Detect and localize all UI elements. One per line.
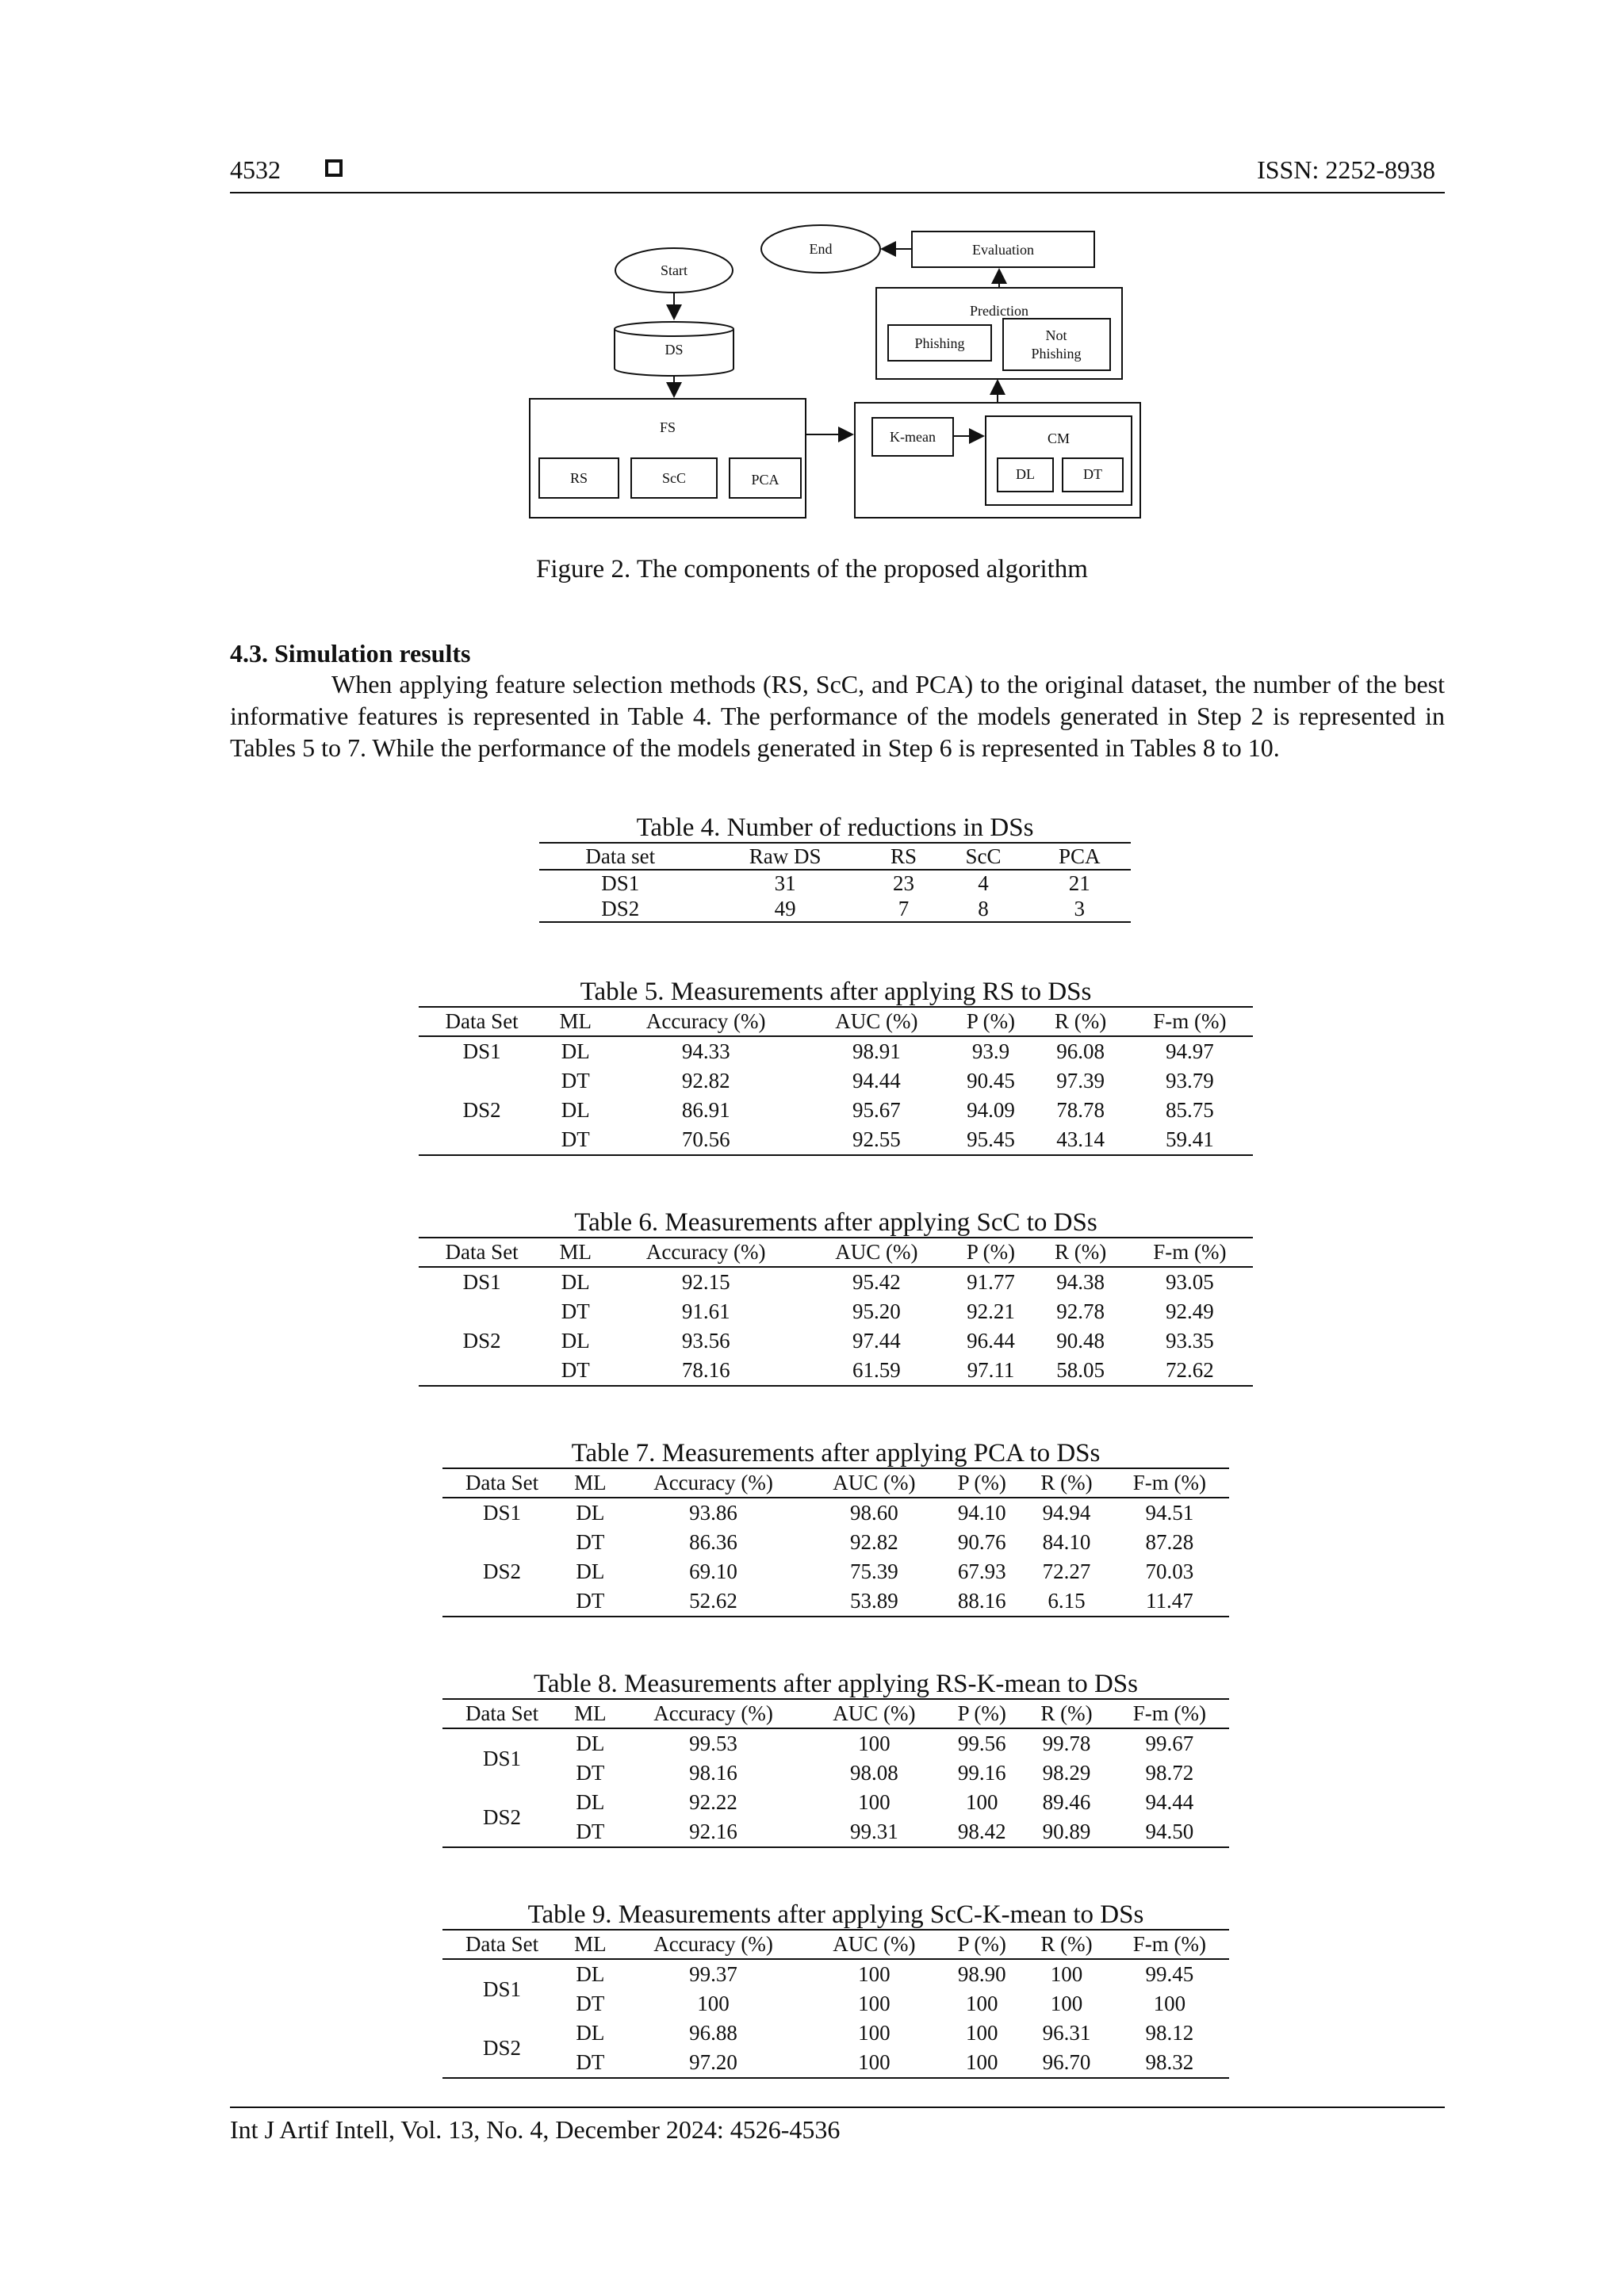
table-6 bbox=[419, 1208, 1253, 1387]
table-row bbox=[539, 896, 1131, 922]
table-cell: 72.62 bbox=[1166, 1358, 1214, 1382]
table-cell: 95.45 bbox=[967, 1127, 1015, 1151]
table-cell-dataset: DS1 bbox=[483, 1746, 522, 1770]
table-cell: 49 bbox=[774, 896, 796, 920]
table-cell: 58.05 bbox=[1056, 1358, 1105, 1382]
not-phishing-box bbox=[1003, 319, 1110, 370]
table-row bbox=[419, 1096, 1253, 1125]
table-cell: 100 bbox=[858, 1732, 891, 1755]
table-cell: 100 bbox=[966, 1790, 998, 1814]
table-cell: 98.16 bbox=[689, 1761, 737, 1785]
table-7-header: Data Set bbox=[465, 1471, 539, 1494]
square-bullet-icon bbox=[325, 159, 343, 177]
not-phishing-label-1: Not bbox=[1045, 327, 1067, 343]
table-row bbox=[539, 870, 1131, 896]
table-cell: 92.78 bbox=[1056, 1299, 1105, 1323]
section-paragraph bbox=[230, 668, 1445, 763]
table-cell: 8 bbox=[978, 896, 989, 920]
table-cell bbox=[419, 1066, 545, 1096]
ds-label: DS bbox=[665, 342, 684, 358]
table-row bbox=[442, 1959, 1229, 1989]
table-cell: 99.31 bbox=[850, 1820, 898, 1843]
table-cell: 88.16 bbox=[957, 1589, 1006, 1613]
table-9-header: Accuracy (%) bbox=[653, 1932, 773, 1956]
table-8-header: R (%) bbox=[1040, 1701, 1093, 1725]
table-cell: 99.16 bbox=[957, 1761, 1006, 1785]
table-cell: 95.67 bbox=[852, 1098, 901, 1122]
table-5-header: F-m (%) bbox=[1153, 1009, 1227, 1033]
table-cell: 6.15 bbox=[1048, 1589, 1086, 1613]
table-cell: 92.49 bbox=[1166, 1299, 1214, 1323]
table-cell: 100 bbox=[858, 1790, 891, 1814]
table-8-header: AUC (%) bbox=[833, 1701, 916, 1725]
table-cell: DT bbox=[561, 1299, 590, 1323]
table-cell: 100 bbox=[966, 1992, 998, 2015]
table-row bbox=[419, 1125, 1253, 1155]
table-cell: 4 bbox=[978, 871, 989, 895]
table-cell-dataset: DS2 bbox=[483, 1804, 522, 1829]
dl-label: DL bbox=[1016, 466, 1035, 482]
table-cell: 100 bbox=[966, 2050, 998, 2074]
table-8-header: F-m (%) bbox=[1132, 1701, 1207, 1725]
table-6-header: Data Set bbox=[445, 1240, 519, 1264]
table-cell: 97.39 bbox=[1056, 1069, 1105, 1093]
table-cell: 70.03 bbox=[1145, 1559, 1194, 1583]
table-cell: DS2 bbox=[483, 1559, 522, 1583]
table-cell: DL bbox=[576, 1559, 605, 1583]
table-row bbox=[442, 1498, 1229, 1528]
table-6-header: AUC (%) bbox=[835, 1240, 918, 1264]
table-cell: 95.42 bbox=[852, 1270, 901, 1294]
table-cell: 100 bbox=[1050, 1962, 1083, 1986]
table-7-header: R (%) bbox=[1040, 1471, 1093, 1494]
table-cell: 99.53 bbox=[689, 1732, 737, 1755]
table-cell: 84.10 bbox=[1042, 1530, 1091, 1554]
table-cell: 96.44 bbox=[967, 1329, 1015, 1353]
table-cell: DL bbox=[561, 1329, 590, 1353]
table-cell: 99.67 bbox=[1145, 1732, 1194, 1755]
table-cell: 100 bbox=[697, 1992, 730, 2015]
table-cell: 94.94 bbox=[1042, 1501, 1091, 1525]
table-cell: 52.62 bbox=[689, 1589, 737, 1613]
table-cell: 94.09 bbox=[967, 1098, 1015, 1122]
table-cell: 92.82 bbox=[850, 1530, 898, 1554]
table-cell: 91.61 bbox=[681, 1299, 730, 1323]
table-7-header: F-m (%) bbox=[1132, 1471, 1207, 1494]
table-5-header: R (%) bbox=[1054, 1009, 1107, 1033]
table-cell: 99.78 bbox=[1042, 1732, 1091, 1755]
table-7-header: Accuracy (%) bbox=[653, 1471, 773, 1494]
table-6-caption: Table 6. Measurements after applying ScC to DSs bbox=[574, 1208, 1097, 1237]
table-8 bbox=[442, 1670, 1229, 1848]
table-9-caption: Table 9. Measurements after applying ScC-K-mean to DSs bbox=[527, 1900, 1144, 1929]
prediction-label: Prediction bbox=[970, 303, 1028, 319]
table-cell: DS1 bbox=[462, 1039, 501, 1063]
table-row bbox=[419, 1297, 1253, 1326]
table-cell: 94.38 bbox=[1056, 1270, 1105, 1294]
pca-label: PCA bbox=[751, 472, 779, 488]
table-cell: 98.90 bbox=[957, 1962, 1006, 1986]
table-cell: 90.76 bbox=[957, 1530, 1006, 1554]
phishing-label: Phishing bbox=[914, 335, 965, 351]
table-cell: DS1 bbox=[601, 871, 640, 895]
table-cell: 99.37 bbox=[689, 1962, 737, 1986]
table-cell: 97.20 bbox=[689, 2050, 737, 2074]
table-cell: 100 bbox=[858, 1992, 891, 2015]
table-row bbox=[419, 1267, 1253, 1297]
table-cell: 96.88 bbox=[689, 2021, 737, 2045]
table-cell: 98.91 bbox=[852, 1039, 901, 1063]
table-6-header: F-m (%) bbox=[1153, 1240, 1227, 1264]
table-row bbox=[419, 1326, 1253, 1356]
table-cell: 75.39 bbox=[850, 1559, 898, 1583]
table-cell: 100 bbox=[858, 2050, 891, 2074]
table-cell bbox=[419, 1125, 545, 1155]
table-cell: 61.59 bbox=[852, 1358, 901, 1382]
table-cell: 100 bbox=[966, 2021, 998, 2045]
algorithm-flow-diagram bbox=[523, 222, 1158, 531]
table-8-header: P (%) bbox=[957, 1701, 1006, 1725]
table-cell: 92.55 bbox=[852, 1127, 901, 1151]
table-cell: DL bbox=[561, 1039, 590, 1063]
table-cell: 90.45 bbox=[967, 1069, 1015, 1093]
table-cell: 23 bbox=[892, 871, 914, 895]
table-cell: 53.89 bbox=[850, 1589, 898, 1613]
table-5-header: AUC (%) bbox=[835, 1009, 918, 1033]
table-cell: 21 bbox=[1068, 871, 1090, 895]
table-cell: 98.72 bbox=[1145, 1761, 1194, 1785]
table-cell: DT bbox=[576, 1589, 605, 1613]
table-cell: 100 bbox=[1153, 1992, 1186, 2015]
table-9-header: P (%) bbox=[957, 1932, 1006, 1956]
table-cell: 93.86 bbox=[689, 1501, 737, 1525]
start-label: Start bbox=[661, 262, 688, 278]
table-cell: 98.12 bbox=[1145, 2021, 1194, 2045]
table-cell: 11.47 bbox=[1146, 1589, 1193, 1613]
table-7-header: AUC (%) bbox=[833, 1471, 916, 1494]
table-cell: 96.31 bbox=[1042, 2021, 1091, 2045]
table-9-header: ML bbox=[574, 1932, 607, 1956]
table-cell: 86.91 bbox=[681, 1098, 730, 1122]
table-4-header: Raw DS bbox=[749, 844, 822, 868]
table-cell: DT bbox=[576, 1530, 605, 1554]
table-cell: DL bbox=[576, 1962, 605, 1986]
table-cell: DS1 bbox=[462, 1270, 501, 1294]
table-6-header: ML bbox=[559, 1240, 592, 1264]
table-cell: 98.42 bbox=[957, 1820, 1006, 1843]
table-cell: 70.56 bbox=[681, 1127, 730, 1151]
table-7-caption: Table 7. Measurements after applying PCA to DSs bbox=[571, 1439, 1101, 1468]
table-cell: 96.70 bbox=[1042, 2050, 1091, 2074]
table-cell: DT bbox=[561, 1069, 590, 1093]
table-6-header: Accuracy (%) bbox=[645, 1240, 766, 1264]
table-cell: 93.79 bbox=[1166, 1069, 1214, 1093]
table-row bbox=[419, 1356, 1253, 1386]
section-heading: 4.3. Simulation results bbox=[230, 639, 471, 668]
table-cell: 59.41 bbox=[1166, 1127, 1214, 1151]
table-cell: DS1 bbox=[483, 1501, 522, 1525]
table-cell: DS2 bbox=[462, 1098, 501, 1122]
table-cell: 93.56 bbox=[681, 1329, 730, 1353]
table-cell: 94.44 bbox=[1145, 1790, 1194, 1814]
fs-label: FS bbox=[659, 419, 676, 435]
table-cell: 97.11 bbox=[967, 1358, 1015, 1382]
table-row bbox=[419, 1036, 1253, 1066]
table-cell: DT bbox=[576, 1992, 605, 2015]
table-5-header: P (%) bbox=[966, 1009, 1016, 1033]
table-cell: 93.35 bbox=[1166, 1329, 1214, 1353]
table-cell: DT bbox=[576, 1761, 605, 1785]
table-cell: 100 bbox=[858, 1962, 891, 1986]
table-cell: 98.08 bbox=[850, 1761, 898, 1785]
journal-issn: ISSN: 2252-8938 bbox=[1257, 155, 1435, 184]
table-4-header: RS bbox=[890, 844, 917, 868]
table-7-header: ML bbox=[574, 1471, 607, 1494]
table-cell: 98.29 bbox=[1042, 1761, 1091, 1785]
figure-caption: Figure 2. The components of the proposed algorithm bbox=[536, 555, 1088, 584]
paragraph-text: When applying feature selection methods (RS, ScC, and PCA) to the original dataset, the number of the best informative features is represented in Table 4. The performance of the models generated in Step 2 is represented in Tables 5 to 7. While the performance of the models generated in Step 6 is represented in Tables 8 to 10. bbox=[230, 670, 1445, 762]
table-cell: DL bbox=[561, 1270, 590, 1294]
table-cell: 78.16 bbox=[681, 1358, 730, 1382]
table-cell: 96.08 bbox=[1056, 1039, 1105, 1063]
table-cell: 87.28 bbox=[1145, 1530, 1194, 1554]
table-8-header: Accuracy (%) bbox=[653, 1701, 773, 1725]
table-cell bbox=[419, 1297, 545, 1326]
table-4-caption: Table 4. Number of reductions in DSs bbox=[636, 813, 1034, 842]
table-cell: 93.05 bbox=[1166, 1270, 1214, 1294]
table-cell: 94.44 bbox=[852, 1069, 901, 1093]
kmean-label: K-mean bbox=[890, 429, 936, 445]
table-7 bbox=[442, 1439, 1229, 1617]
table-cell: 90.48 bbox=[1056, 1329, 1105, 1353]
table-cell: 100 bbox=[1050, 1992, 1083, 2015]
table-cell: 92.15 bbox=[681, 1270, 730, 1294]
table-cell: 92.82 bbox=[681, 1069, 730, 1093]
table-cell bbox=[419, 1356, 545, 1386]
table-cell: DL bbox=[576, 1732, 605, 1755]
table-4-header: ScC bbox=[965, 844, 1002, 868]
table-4 bbox=[539, 813, 1131, 923]
table-cell: DS2 bbox=[462, 1329, 501, 1353]
prediction-box bbox=[876, 288, 1122, 379]
table-cell: DL bbox=[576, 2021, 605, 2045]
table-cell: 67.93 bbox=[957, 1559, 1006, 1583]
table-cell: DL bbox=[576, 1790, 605, 1814]
table-cell: 94.97 bbox=[1166, 1039, 1214, 1063]
table-6-header: P (%) bbox=[966, 1240, 1016, 1264]
table-cell: 94.10 bbox=[957, 1501, 1006, 1525]
table-cell: DL bbox=[561, 1098, 590, 1122]
table-7-header: P (%) bbox=[957, 1471, 1006, 1494]
table-8-header: Data Set bbox=[465, 1701, 539, 1725]
dt-label: DT bbox=[1083, 466, 1102, 482]
table-cell: DS2 bbox=[601, 896, 640, 920]
table-8-header: ML bbox=[574, 1701, 607, 1725]
table-6-header: R (%) bbox=[1054, 1240, 1107, 1264]
table-4-header: PCA bbox=[1059, 844, 1101, 868]
table-cell: 92.16 bbox=[689, 1820, 737, 1843]
table-cell: 91.77 bbox=[967, 1270, 1015, 1294]
table-9 bbox=[442, 1900, 1229, 2079]
table-4-header: Data set bbox=[585, 844, 656, 868]
table-5-header: Data Set bbox=[445, 1009, 519, 1033]
table-cell: 92.22 bbox=[689, 1790, 737, 1814]
table-row bbox=[442, 1528, 1229, 1557]
not-phishing-label-2: Phishing bbox=[1031, 346, 1082, 362]
table-row bbox=[442, 2019, 1229, 2048]
table-cell: 86.36 bbox=[689, 1530, 737, 1554]
table-5-header: ML bbox=[559, 1009, 592, 1033]
table-5-caption: Table 5. Measurements after applying RS to DSs bbox=[580, 978, 1092, 1006]
table-cell: 99.56 bbox=[957, 1732, 1006, 1755]
table-cell bbox=[442, 1586, 561, 1617]
table-cell: 31 bbox=[774, 871, 796, 895]
table-cell-dataset: DS1 bbox=[483, 1976, 522, 2001]
table-row bbox=[442, 1728, 1229, 1758]
table-cell-dataset: DS2 bbox=[483, 2035, 522, 2060]
table-5 bbox=[419, 978, 1253, 1156]
table-cell: 3 bbox=[1074, 896, 1086, 920]
table-cell: 78.78 bbox=[1056, 1098, 1105, 1122]
table-row bbox=[442, 1557, 1229, 1586]
end-label: End bbox=[809, 241, 833, 257]
table-cell: DT bbox=[576, 1820, 605, 1843]
table-row bbox=[442, 1586, 1229, 1617]
table-cell: 72.27 bbox=[1042, 1559, 1091, 1583]
table-cell: 43.14 bbox=[1056, 1127, 1105, 1151]
scc-label: ScC bbox=[661, 470, 687, 486]
page-number: 4532 bbox=[230, 155, 281, 184]
table-cell: DT bbox=[561, 1127, 590, 1151]
table-cell: 92.21 bbox=[967, 1299, 1015, 1323]
cm-label: CM bbox=[1047, 430, 1071, 446]
table-cell: 99.45 bbox=[1145, 1962, 1194, 1986]
journal-citation: Int J Artif Intell, Vol. 13, No. 4, December 2024: 4526-4536 bbox=[230, 2115, 841, 2144]
table-cell: 69.10 bbox=[689, 1559, 737, 1583]
table-cell: DT bbox=[561, 1358, 590, 1382]
table-9-header: R (%) bbox=[1040, 1932, 1093, 1956]
table-row bbox=[419, 1066, 1253, 1096]
header-rule bbox=[230, 192, 1445, 193]
table-cell: 97.44 bbox=[852, 1329, 901, 1353]
table-cell: 94.33 bbox=[681, 1039, 730, 1063]
table-row bbox=[442, 1788, 1229, 1817]
table-cell: 94.51 bbox=[1145, 1501, 1194, 1525]
table-9-header: AUC (%) bbox=[833, 1932, 916, 1956]
table-cell: 98.60 bbox=[850, 1501, 898, 1525]
table-cell: DT bbox=[576, 2050, 605, 2074]
evaluation-label: Evaluation bbox=[972, 242, 1034, 258]
table-cell: 85.75 bbox=[1166, 1098, 1214, 1122]
table-cell: 93.9 bbox=[971, 1039, 1010, 1063]
table-cell: DL bbox=[576, 1501, 605, 1525]
table-8-caption: Table 8. Measurements after applying RS-K-mean to DSs bbox=[533, 1670, 1138, 1698]
table-5-header: Accuracy (%) bbox=[645, 1009, 766, 1033]
table-cell: 90.89 bbox=[1042, 1820, 1091, 1843]
table-cell: 94.50 bbox=[1145, 1820, 1194, 1843]
table-cell bbox=[442, 1528, 561, 1557]
table-9-header: Data Set bbox=[465, 1932, 539, 1956]
table-cell: 100 bbox=[858, 2021, 891, 2045]
footer-rule bbox=[230, 2107, 1445, 2108]
table-cell: 98.32 bbox=[1145, 2050, 1194, 2074]
table-9-header: F-m (%) bbox=[1132, 1932, 1207, 1956]
rs-label: RS bbox=[569, 470, 588, 486]
table-cell: 89.46 bbox=[1042, 1790, 1091, 1814]
table-cell: 95.20 bbox=[852, 1299, 901, 1323]
table-cell: 7 bbox=[898, 896, 910, 920]
